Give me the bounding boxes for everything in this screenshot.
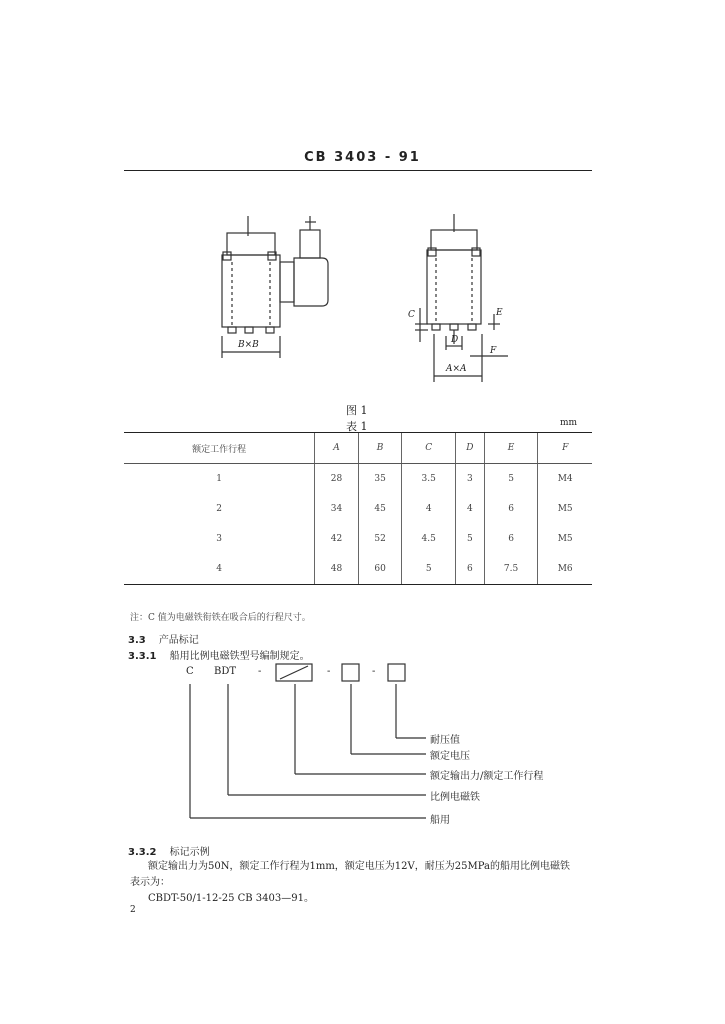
page-number: 2 [130,905,136,915]
table-cell: 4 [402,494,456,524]
example-line-1: 额定输出力为50N，额定工作行程为1mm，额定电压为12V，耐压为25MPa的船用比例电磁铁 [148,861,570,872]
example-code: CBDT-50/1-12-25 CB 3403—91。 [148,893,314,904]
table-cell: 3 [456,464,485,495]
dimension-table [124,432,592,585]
section-number: 3.3 [128,635,146,646]
table-row [124,464,592,495]
table-cell: 52 [358,524,402,554]
table-cell: 4 [456,494,485,524]
table-cell: M4 [538,464,592,495]
right-body [427,250,481,324]
code-label-marine: 船用 [430,815,450,826]
standard-header: CB 3403 - 91 [304,150,421,165]
table-cell: 6 [484,494,538,524]
dim-C-label: C [408,310,415,320]
section-title: 产品标记 [158,635,199,646]
figure-caption: 图 1 [346,404,368,417]
table-caption: 表 1 [346,420,368,433]
section-number: 3.3.1 [128,651,157,662]
table-cell: 60 [358,554,402,585]
dim-AxA-label: A×A [446,364,467,374]
code-prefix-bdt: BDT [214,666,237,677]
dim-F-label: F [490,346,497,356]
table-cell: 5 [402,554,456,585]
table-cell: 48 [315,554,359,585]
table-cell: 45 [358,494,402,524]
table-cell: M6 [538,554,592,585]
table-cell: 3 [216,534,222,544]
table-cell: M5 [538,524,592,554]
right-cap [431,230,477,250]
table-row [124,494,592,524]
code-label-proportional: 比例电磁铁 [430,792,480,803]
code-label-pressure: 耐压值 [430,735,460,746]
table-cell: 3.5 [402,464,456,495]
dim-E-label: E [496,308,503,318]
table-cell: 1 [216,474,222,484]
table-cell: 28 [315,464,359,495]
table-note: 注：C 值为电磁铁衔铁在吸合后的行程尺寸。 [130,613,311,623]
dim-D-label: D [451,335,459,345]
table-header: E [484,433,538,464]
section-3-3-1 [128,644,310,663]
table-cell: 6 [484,524,538,554]
section-number: 3.3.2 [128,847,157,858]
code-label-force-stroke: 额定输出力/额定工作行程 [430,771,544,782]
code-dash: - [372,666,376,677]
table-cell: 2 [216,504,222,514]
dim-BxB-label: B×B [238,340,259,350]
table-header: A [315,433,359,464]
code-dash: - [327,666,331,677]
table-cell: 5 [456,524,485,554]
code-label-voltage: 额定电压 [430,751,470,762]
table-cell: 4 [124,554,315,585]
table-cell: 35 [358,464,402,495]
table-cell: 5 [484,464,538,495]
table-row [124,554,592,585]
table-cell: 42 [315,524,359,554]
table-header: F [538,433,592,464]
table-cell: M5 [538,494,592,524]
code-dash: - [258,666,262,677]
code-diagram-lines [190,664,426,818]
table-header: D [456,433,485,464]
section-title: 标记示例 [169,847,210,858]
table-header: 额定工作行程 [124,433,315,464]
section-text: 船用比例电磁铁型号编制规定。 [169,651,310,662]
code-prefix-c: C [186,666,194,677]
table-cell: 6 [456,554,485,585]
table-cell: 4.5 [402,524,456,554]
table-header: C [402,433,456,464]
table-header-row [124,433,592,464]
table-cell: 34 [315,494,359,524]
example-line-2: 表示为： [130,877,170,888]
left-body [222,255,280,327]
table-row [124,524,592,554]
table-unit: mm [560,418,578,428]
table-cell: 7.5 [484,554,538,585]
table-header: B [358,433,402,464]
